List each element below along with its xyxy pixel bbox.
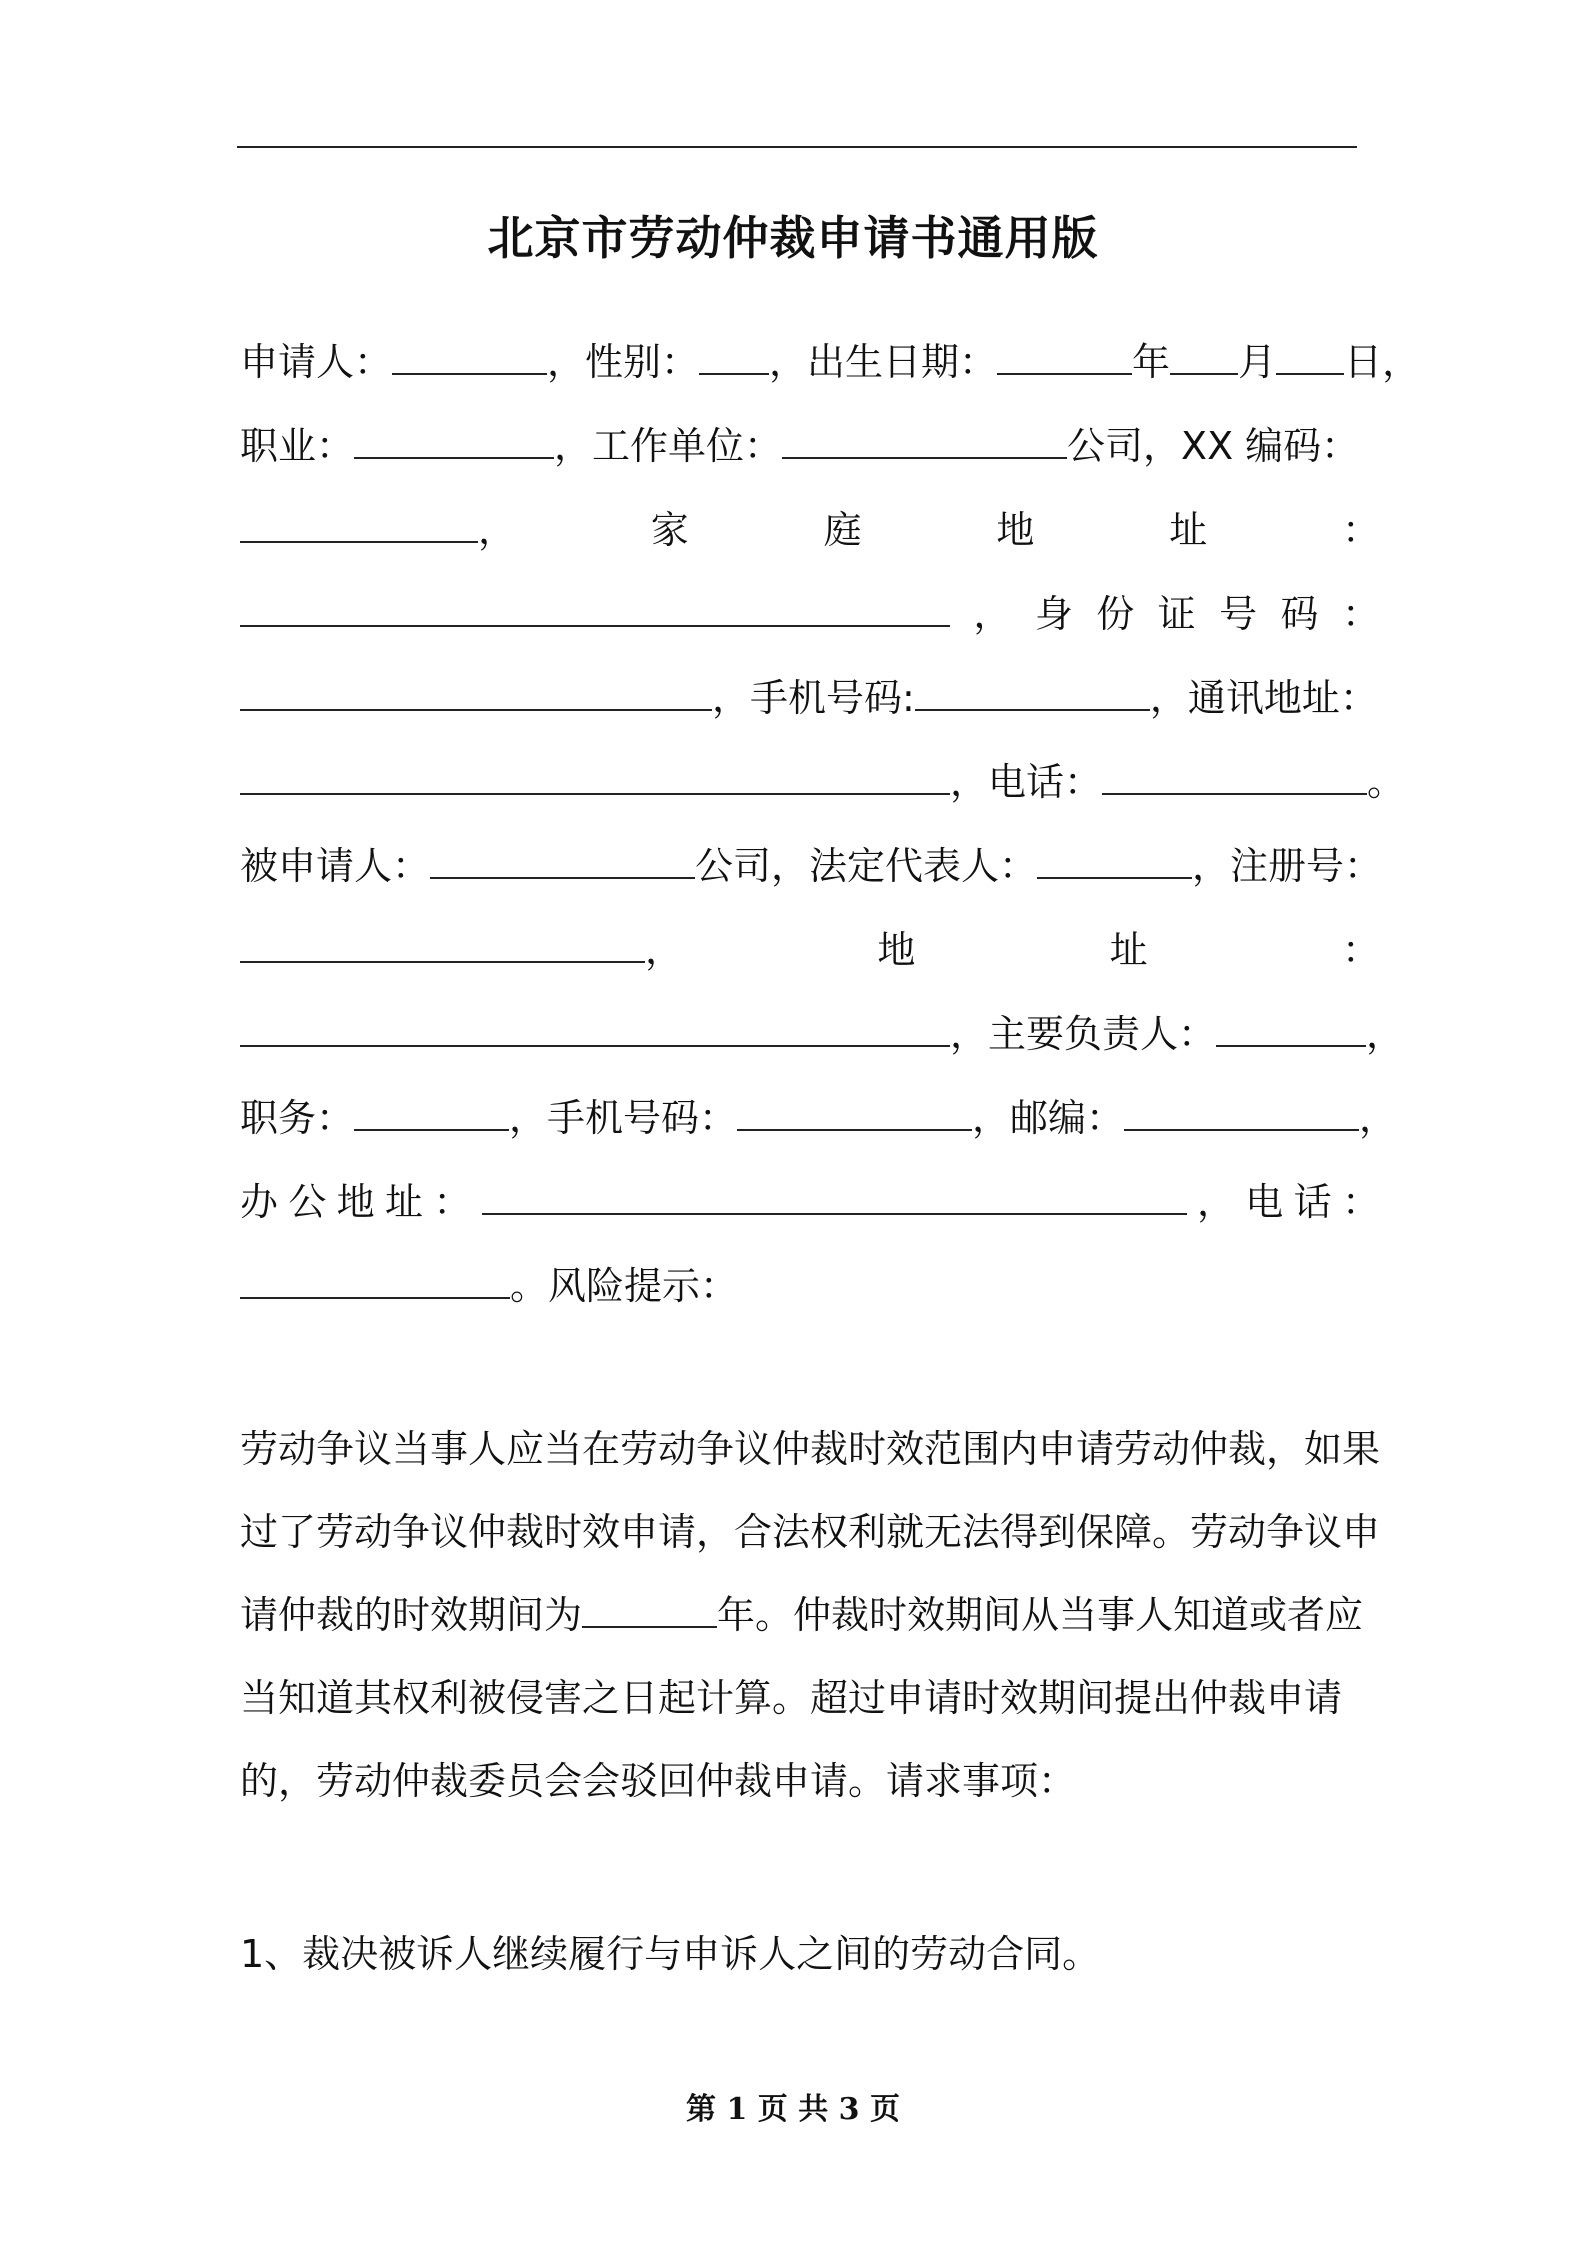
applicant-line-5: ，手机号码: ，通讯地址： bbox=[240, 669, 1380, 727]
respondent-company-blank[interactable] bbox=[430, 837, 695, 879]
applicant-line-6: ，电话： 。 bbox=[240, 753, 1380, 811]
applicant-name-blank[interactable] bbox=[392, 333, 547, 375]
home-address-blank[interactable] bbox=[240, 585, 950, 627]
position-blank[interactable] bbox=[354, 1089, 509, 1131]
office-address-blank[interactable] bbox=[482, 1173, 1187, 1215]
limitation-years-blank[interactable] bbox=[582, 1586, 717, 1628]
birth-year-blank[interactable] bbox=[997, 333, 1132, 375]
page-number: 第 1 页 共 3 页 bbox=[686, 2092, 900, 2127]
mail-address-blank[interactable] bbox=[240, 753, 950, 795]
applicant-line-2: 职业： ，工作单位： 公司，XX 编码： bbox=[240, 417, 1380, 475]
reg-no-blank[interactable] bbox=[240, 921, 645, 963]
respondent-mobile-blank[interactable] bbox=[737, 1089, 972, 1131]
applicant-line-1: 申请人： ，性别： ，出生日期： 年 月 日， bbox=[240, 333, 1380, 391]
code-blank[interactable] bbox=[240, 501, 478, 543]
applicant-phone-blank[interactable] bbox=[1102, 753, 1367, 795]
document-title: 北京市劳动仲裁申请书通用版 bbox=[487, 211, 1099, 265]
risk-paragraph: 劳动争议当事人应当在劳动争议仲裁时效范围内申请劳动仲裁，如果过了劳动争议仲裁时效申请，合法权利就无法得到保障。劳动争议申请仲裁的时效期间为 年。仲裁时效期间从当事人知道或者应当知道其权利被侵害之日起计算。超过申请时效期间提出仲裁申请的，劳动仲裁委员会会驳回仲裁申请。请求事项： bbox=[240, 1427, 1381, 1803]
birth-day-blank[interactable] bbox=[1276, 333, 1344, 375]
occupation-blank[interactable] bbox=[354, 417, 554, 459]
respondent-line-5: 办 公 地 址 ： ， 电 话 ： bbox=[240, 1173, 1380, 1231]
respondent-line-2: ， 地 址 ： bbox=[240, 921, 1380, 979]
main-person-blank[interactable] bbox=[1216, 1005, 1366, 1047]
id-number-blank[interactable] bbox=[240, 669, 712, 711]
respondent-line-1: 被申请人： 公司，法定代表人： ，注册号： bbox=[240, 837, 1380, 895]
applicant-line-3: ， 家 庭 地 址 ： bbox=[240, 501, 1380, 559]
office-phone-blank[interactable] bbox=[240, 1257, 510, 1299]
respondent-line-4: 职务： ，手机号码： ，邮编： ， bbox=[240, 1089, 1380, 1147]
postcode-blank[interactable] bbox=[1124, 1089, 1359, 1131]
applicant-line-4: ， 身 份 证 号 码 ： bbox=[240, 585, 1380, 643]
gender-blank[interactable] bbox=[699, 333, 769, 375]
applicant-mobile-blank[interactable] bbox=[915, 669, 1150, 711]
header-rule bbox=[237, 146, 1357, 148]
birth-month-blank[interactable] bbox=[1170, 333, 1238, 375]
workplace-blank[interactable] bbox=[782, 417, 1067, 459]
respondent-line-3: ，主要负责人： ， bbox=[240, 1005, 1380, 1063]
respondent-line-6: 。风险提示： bbox=[240, 1257, 1380, 1315]
legal-rep-blank[interactable] bbox=[1037, 837, 1192, 879]
respondent-address-blank[interactable] bbox=[240, 1005, 950, 1047]
request-item-1: 1、裁决被诉人继续履行与申诉人之间的劳动合同。 bbox=[240, 1932, 1101, 1976]
